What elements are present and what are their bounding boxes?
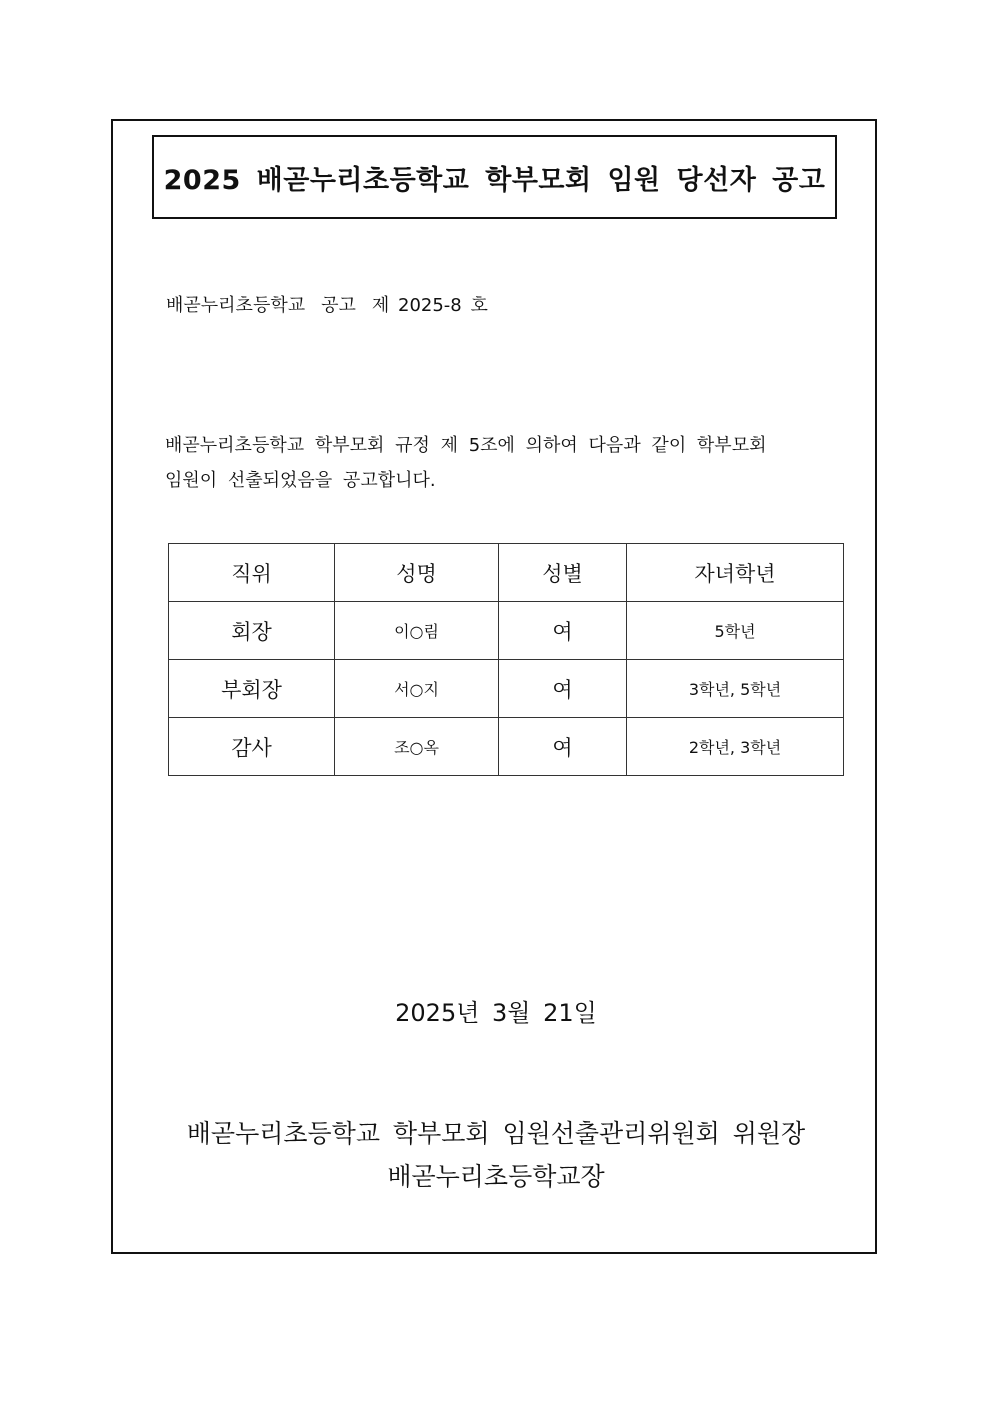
- cell-name: 서○지: [335, 660, 499, 718]
- cell-name: 조○옥: [335, 718, 499, 776]
- cell-gender: 여: [499, 660, 627, 718]
- header-grade: 자녀학년: [627, 544, 844, 602]
- notice-date: 2025년 3월 21일: [395, 999, 597, 1027]
- table-row: [169, 718, 844, 776]
- cell-position: 회장: [169, 602, 335, 660]
- header-name: 성명: [335, 544, 499, 602]
- officer-table: [168, 543, 844, 776]
- notice-body-line1: 배곧누리초등학교 학부모회 규정 제 5조에 의하여 다음과 같이 학부모회: [165, 435, 767, 456]
- notice-number-value: 제 2025-8 호: [371, 295, 488, 316]
- cell-gender: 여: [499, 602, 627, 660]
- title-box: [152, 135, 837, 219]
- notice-body: [165, 428, 830, 498]
- header-position: 직위: [169, 544, 335, 602]
- table-row: [169, 602, 844, 660]
- signature-committee: 배곧누리초등학교 학부모회 임원선출관리위원회 위원장: [186, 1119, 806, 1148]
- cell-grade: 5학년: [627, 602, 844, 660]
- document-title: 2025 배곧누리초등학교 학부모회 임원 당선자 공고: [163, 164, 826, 196]
- cell-name: 이○림: [335, 602, 499, 660]
- cell-grade: 2학년, 3학년: [627, 718, 844, 776]
- notice-org: 배곧누리초등학교: [166, 295, 306, 316]
- notice-label: 공고: [321, 295, 356, 316]
- cell-position: 감사: [169, 718, 335, 776]
- notice-number: [166, 291, 488, 317]
- signature-principal: 배곧누리초등학교장: [387, 1162, 605, 1191]
- table-header-row: [169, 544, 844, 602]
- notice-body-line2: 임원이 선출되었음을 공고합니다.: [165, 470, 436, 491]
- cell-grade: 3학년, 5학년: [627, 660, 844, 718]
- table-row: [169, 660, 844, 718]
- header-gender: 성별: [499, 544, 627, 602]
- cell-gender: 여: [499, 718, 627, 776]
- cell-position: 부회장: [169, 660, 335, 718]
